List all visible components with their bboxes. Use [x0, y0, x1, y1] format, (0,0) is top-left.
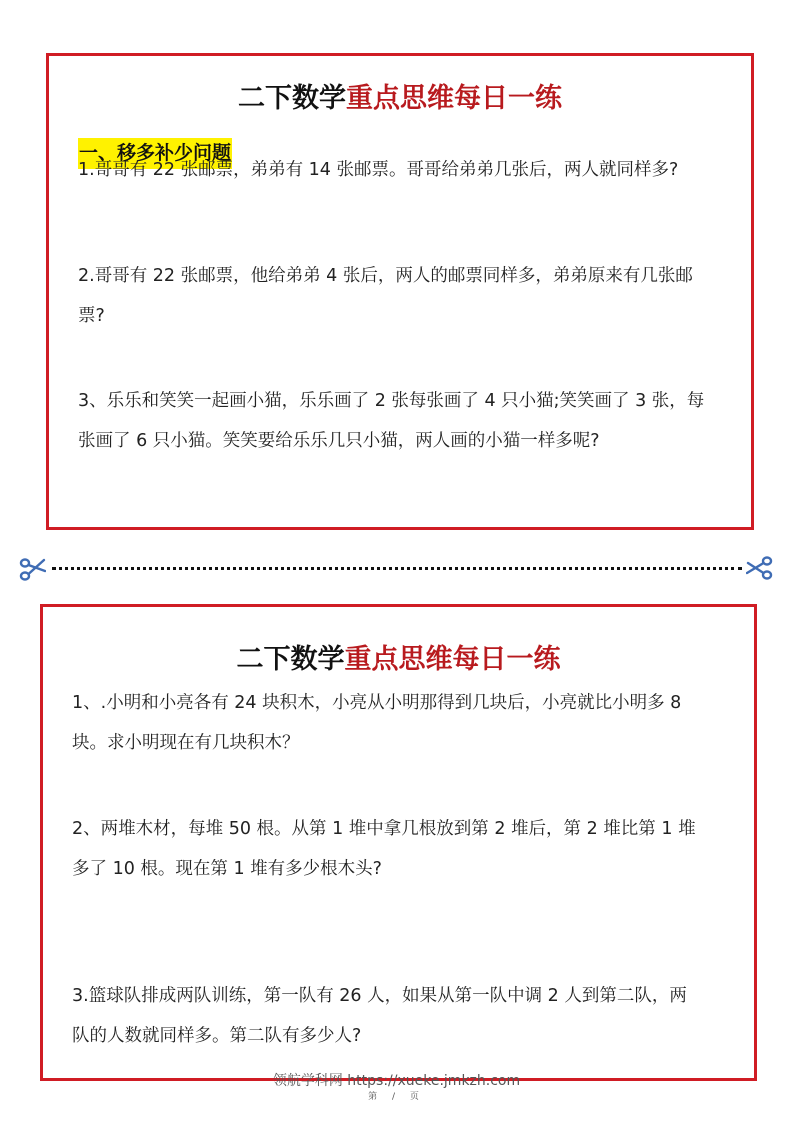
title-black-part: 二下数学 — [238, 83, 346, 114]
footer-page-number: 第 / 页 — [368, 1092, 425, 1102]
scissors-icon — [746, 555, 774, 581]
question-2 — [72, 809, 696, 889]
title-black-part: 二下数学 — [236, 644, 345, 675]
footer-watermark: 领航学科网 https://xueke.jmkzh.com — [272, 1073, 521, 1089]
worksheet-title — [49, 76, 751, 115]
question-2 — [78, 256, 693, 336]
worksheet-card-2 — [40, 604, 757, 1081]
question-line: 2、两堆木材，每堆 50 根。从第 1 堆中拿几根放到第 2 堆后，第 2 堆比第 1 堆 — [72, 819, 696, 839]
question-line: 3.篮球队排成两队训练，第一队有 26 人，如果从第一队中调 2 人到第二队，两 — [72, 986, 687, 1006]
question-line: 块。求小明现在有几块积木？ — [72, 733, 300, 753]
title-red-part: 重点思维每日一练 — [346, 83, 562, 114]
section-heading: 一、移多补少问题 — [78, 138, 232, 169]
question-line: 1.哥哥有 22 张邮票，弟弟有 14 张邮票。哥哥给弟弟几张后，两人就同样多? — [78, 160, 679, 180]
dotted-cut-line — [52, 567, 742, 570]
question-line: 队的人数就同样多。第二队有多少人? — [72, 1026, 362, 1046]
question-line: 2.哥哥有 22 张邮票，他给弟弟 4 张后，两人的邮票同样多，弟弟原来有几张邮 — [78, 266, 693, 286]
question-line: 3、乐乐和笑笑一起画小猫，乐乐画了 2 张每张画了 4 只小猫;笑笑画了 3 张，每 — [78, 391, 705, 411]
question-1 — [78, 150, 678, 190]
question-3 — [78, 381, 704, 461]
title-red-part: 重点思维每日一练 — [344, 644, 561, 675]
scissors-icon — [18, 556, 46, 582]
question-line: 多了 10 根。现在第 1 堆有多少根木头? — [72, 859, 382, 879]
question-1 — [72, 683, 681, 763]
question-line: 票? — [78, 306, 105, 326]
question-line: 1、.小明和小亮各有 24 块积木，小亮从小明那得到几块后，小亮就比小明多 8 — [72, 693, 682, 713]
question-line: 张画了 6 只小猫。笑笑要给乐乐几只小猫，两人画的小猫一样多呢? — [78, 431, 600, 451]
question-3 — [72, 976, 687, 1056]
worksheet-title — [43, 637, 754, 676]
worksheet-card-1 — [46, 53, 754, 530]
